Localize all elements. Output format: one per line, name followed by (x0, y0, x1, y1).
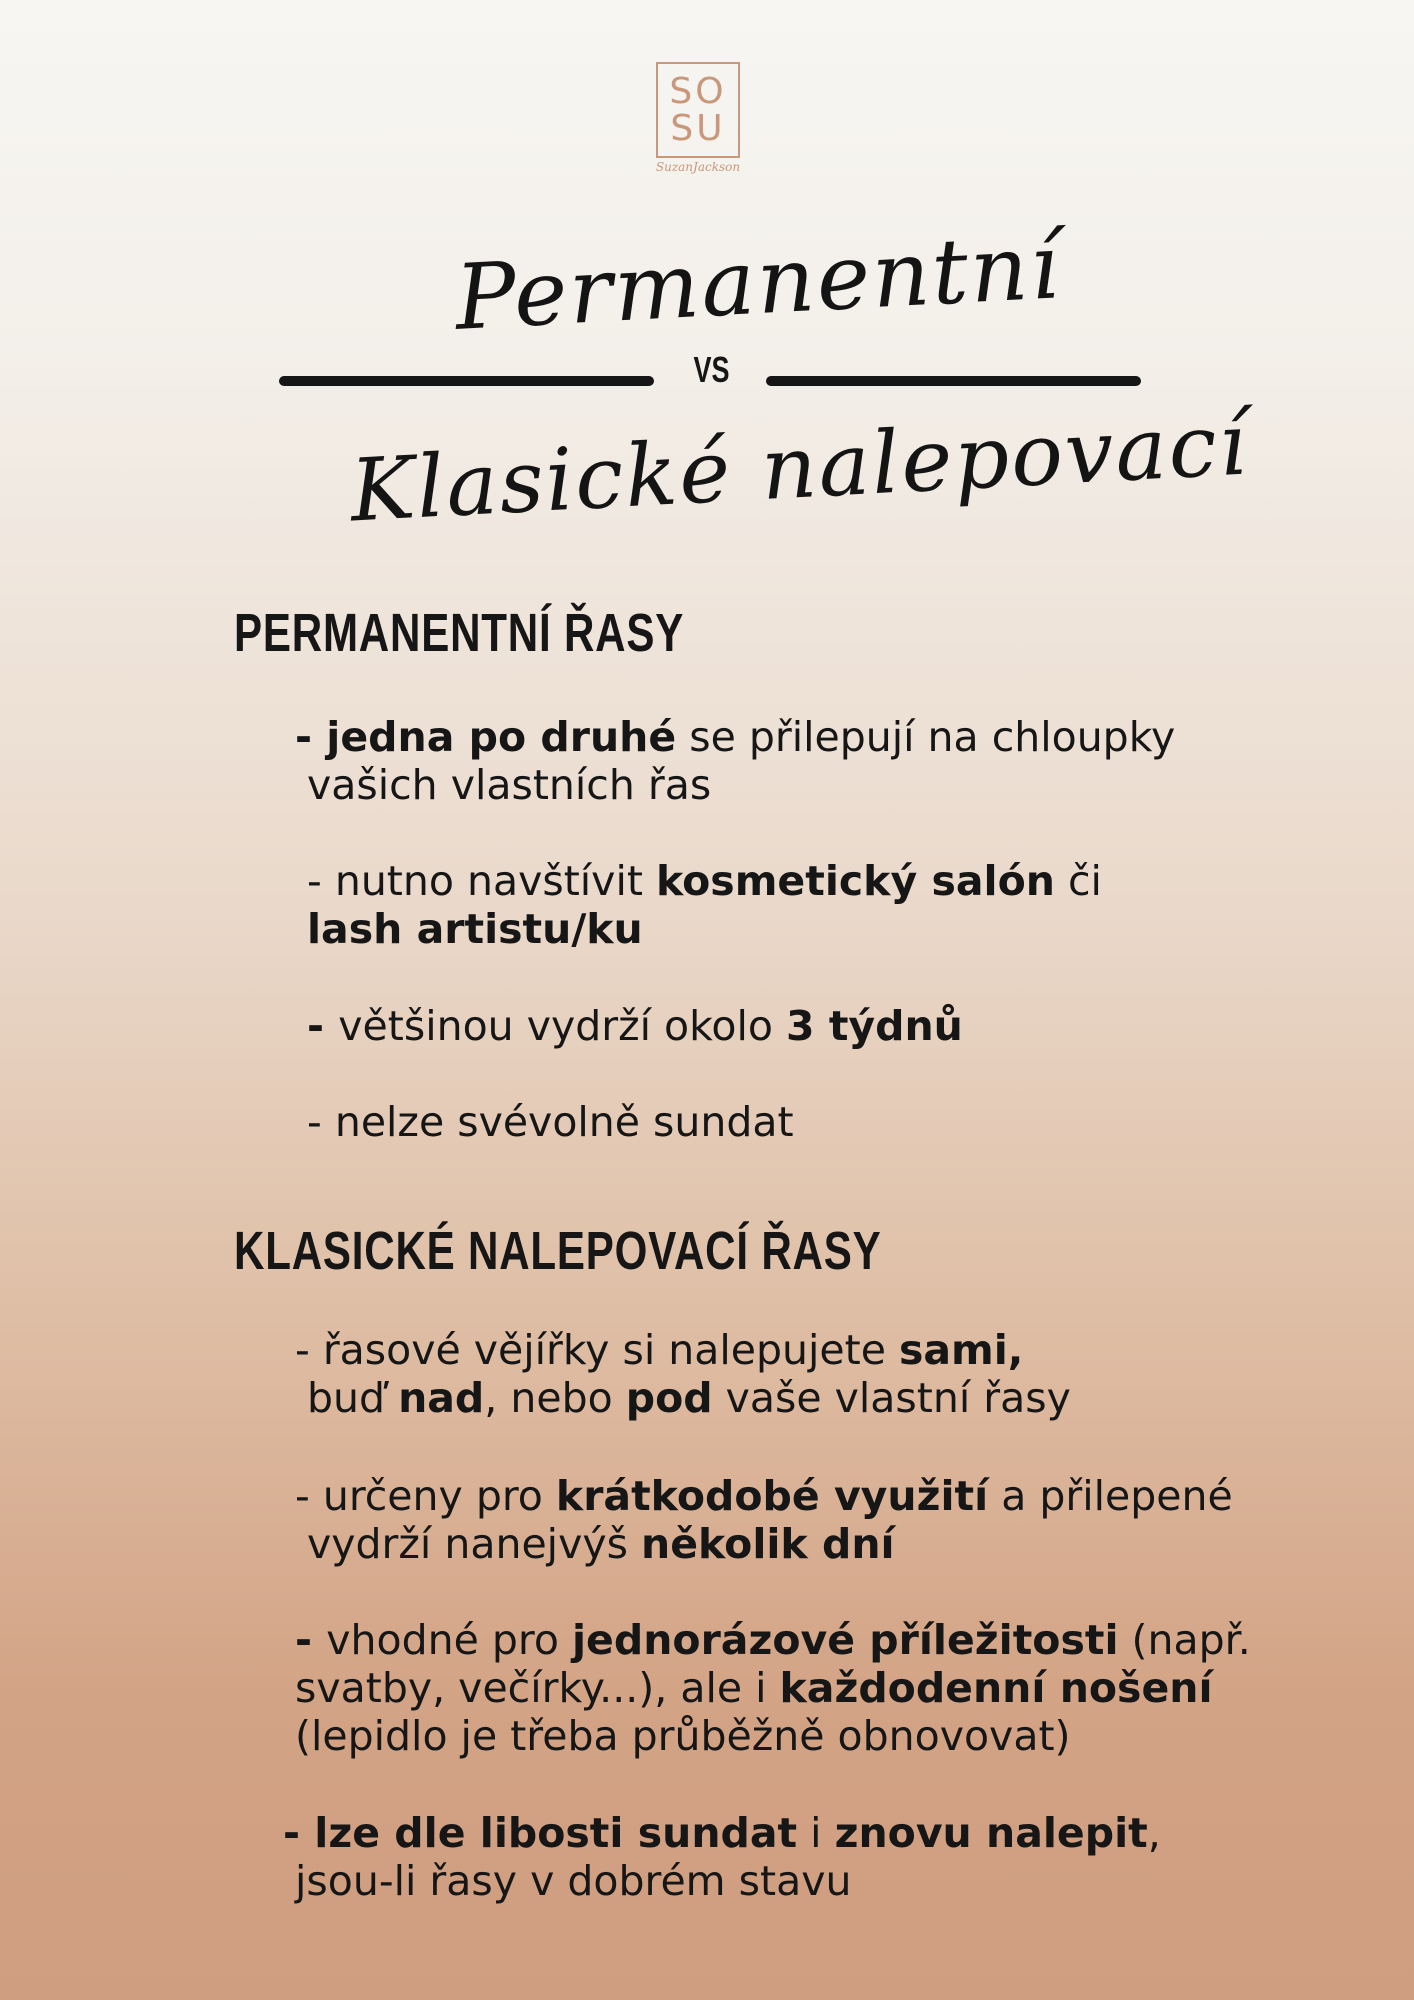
bullet-bold: několik dní (641, 1520, 895, 1568)
bullet-bold: pod (625, 1374, 713, 1422)
bullet-text: vydrží nanejvýš (307, 1520, 641, 1568)
section-heading-permanent: PERMANENTNÍ ŘASY (234, 603, 685, 663)
bullet-text: vaše vlastní řasy (712, 1374, 1071, 1422)
bullet-text: - určeny pro (295, 1472, 556, 1520)
bullet-bold: znovu nalepit (834, 1809, 1148, 1857)
bullet-bold: sami, (898, 1326, 1024, 1374)
bullet-text: , (1147, 1809, 1161, 1857)
bullet-text: - nelze svévolně sundat (307, 1098, 794, 1146)
classic-bullet-2 (295, 1472, 1233, 1568)
bullet-text: a přilepené (988, 1472, 1233, 1520)
logo-text-su: SU (670, 108, 726, 149)
bullet-text: - nutno navštívit (307, 857, 656, 905)
logo-signature: SuzanJackson (655, 160, 741, 174)
brush-stroke-right (766, 376, 1141, 386)
logo-text-so: SO (669, 71, 727, 112)
permanent-bullet-1 (295, 713, 1175, 809)
bullet-bold: lash artistu/ku (307, 905, 643, 953)
bullet-bold: jednorázové příležitosti (572, 1616, 1119, 1664)
bullet-bold: - lze dle libosti sundat (283, 1809, 798, 1857)
brush-stroke-left (279, 376, 654, 386)
bullet-text: vašich vlastních řas (307, 761, 712, 809)
bullet-dash: - (307, 1002, 339, 1050)
bullet-text: (např. (1118, 1616, 1251, 1664)
title-permanent: Permanentní (452, 214, 1064, 351)
bullet-bold: každodenní nošení (779, 1664, 1213, 1712)
section-heading-classic: KLASICKÉ NALEPOVACÍ ŘASY (234, 1221, 882, 1281)
brand-logo (656, 62, 740, 158)
bullet-text: svatby, večírky...), ale i (295, 1664, 780, 1712)
bullet-bold: krátkodobé využití (555, 1472, 989, 1520)
bullet-text: buď (307, 1374, 399, 1422)
classic-bullet-3 (295, 1616, 1251, 1760)
bullet-text: - řasové vějířky si nalepujete (295, 1326, 899, 1374)
bullet-text: se přilepují na chloupky (676, 713, 1176, 761)
permanent-bullet-3 (307, 1002, 963, 1050)
permanent-bullet-4 (307, 1098, 794, 1146)
bullet-text: vhodné pro (326, 1616, 572, 1664)
bullet-text: , nebo (484, 1374, 626, 1422)
bullet-text: či (1054, 857, 1102, 905)
bullet-text: většinou vydrží okolo (338, 1002, 787, 1050)
title-classic: Klasické nalepovací (347, 394, 1251, 542)
bullet-bold: 3 týdnů (786, 1002, 963, 1050)
bullet-dash: - (295, 713, 327, 761)
bullet-dash: - (295, 1616, 327, 1664)
title-vs: VS (693, 349, 730, 390)
permanent-bullet-2 (307, 857, 1102, 953)
bullet-text: i (797, 1809, 835, 1857)
bullet-bold: kosmetický salón (655, 857, 1055, 905)
bullet-text: jsou-li řasy v dobrém stavu (295, 1857, 852, 1905)
classic-bullet-4 (283, 1809, 1161, 1905)
classic-bullet-1 (295, 1326, 1071, 1422)
bullet-bold: nad (398, 1374, 485, 1422)
bullet-text: (lepidlo je třeba průběžně obnovovat) (295, 1712, 1071, 1760)
bullet-bold: jedna po druhé (326, 713, 677, 761)
